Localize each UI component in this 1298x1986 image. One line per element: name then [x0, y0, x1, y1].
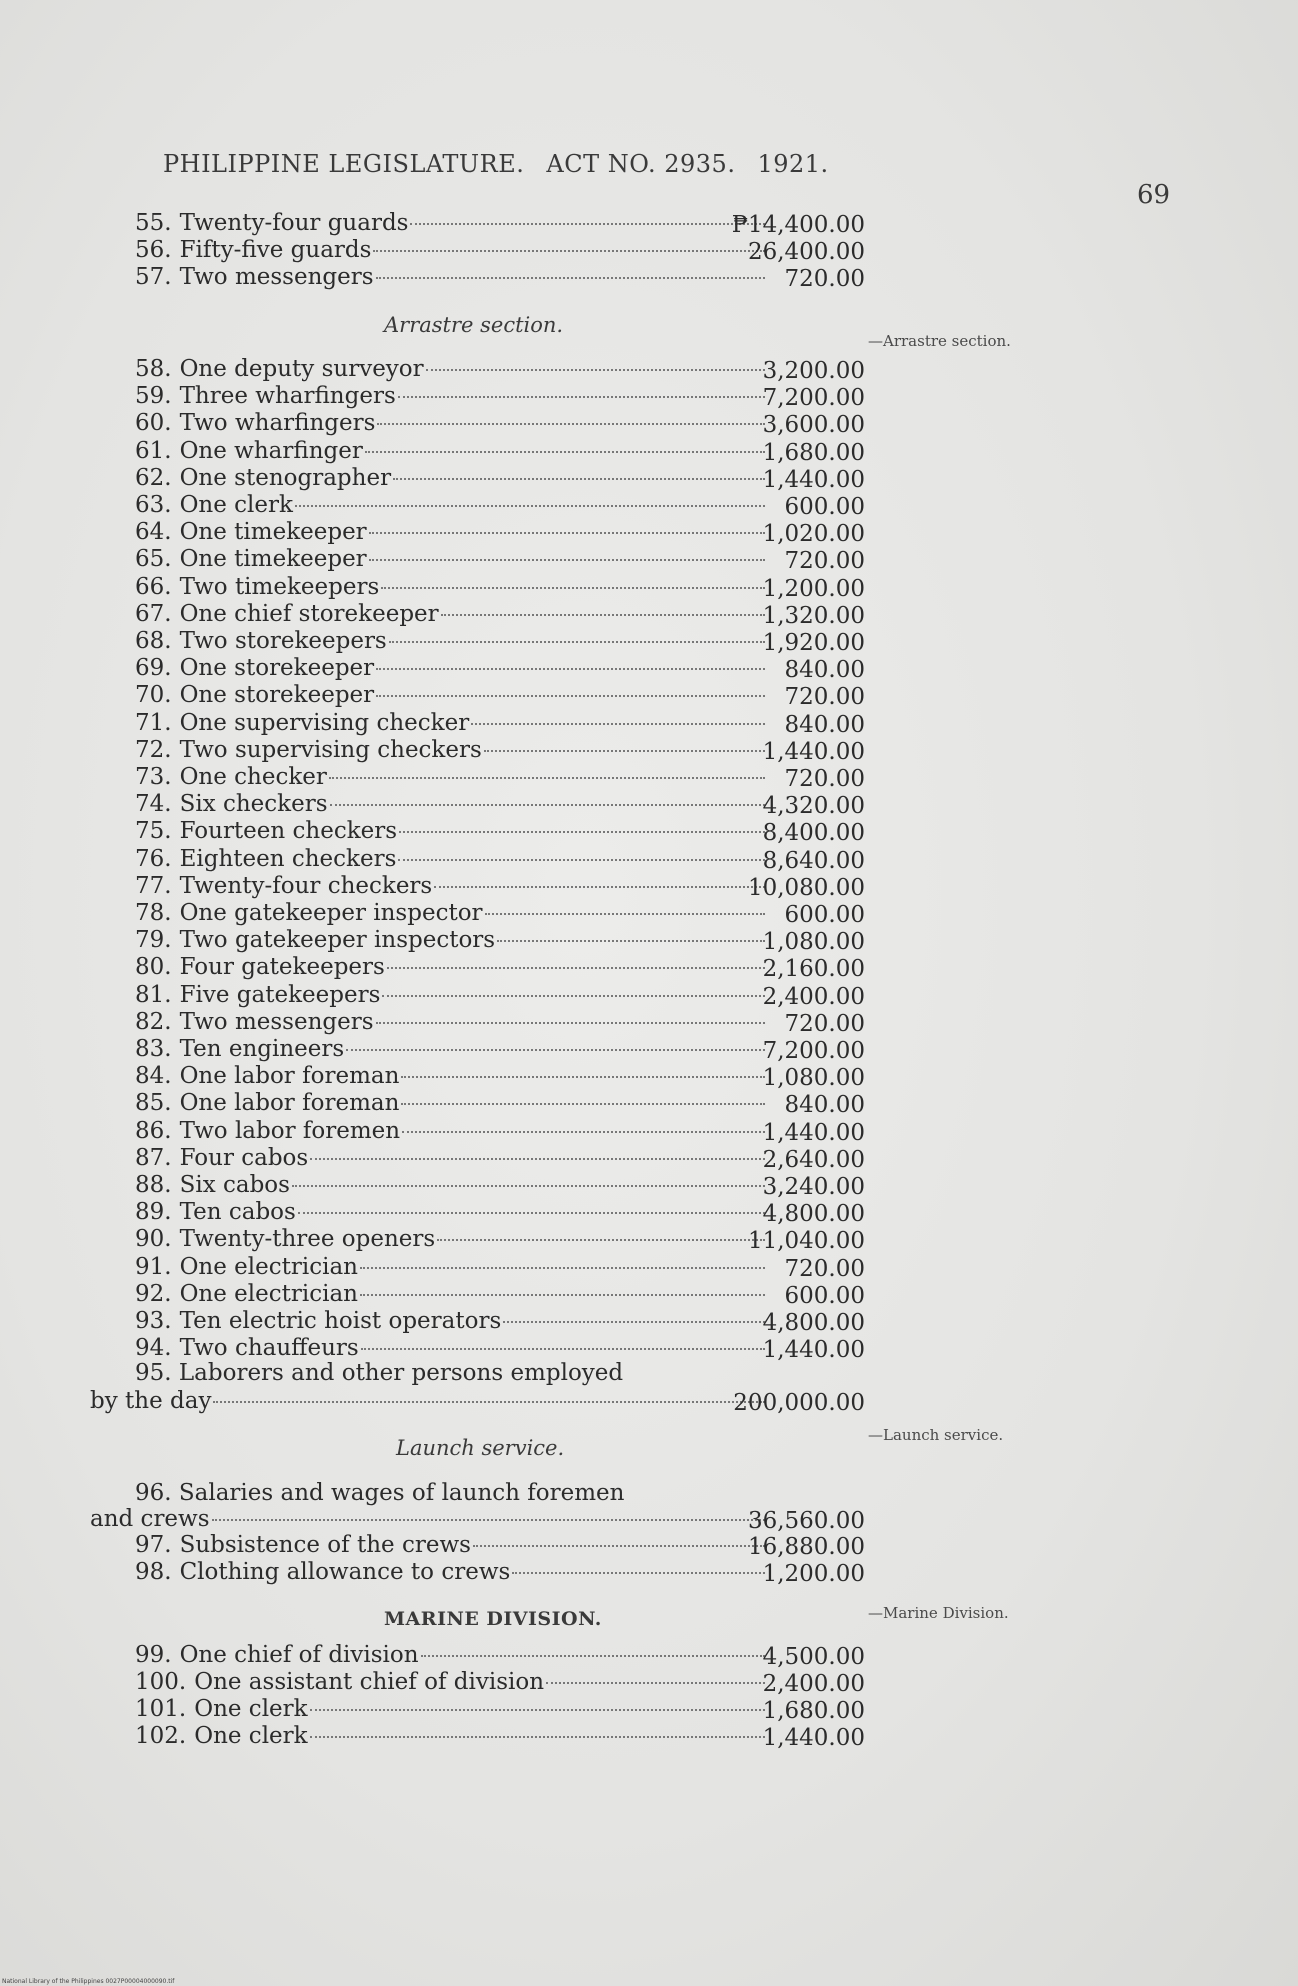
header-act: ACT NO. 2935.: [546, 150, 736, 178]
item-amount: 720.00: [784, 1010, 865, 1037]
list-item: [90, 1172, 865, 1198]
item-96-amount: 36,560.00: [747, 1508, 865, 1534]
item-number: 86.: [135, 1117, 172, 1144]
leader-dots: [382, 994, 765, 997]
leader-dots: [410, 222, 765, 225]
item-label: [135, 1335, 765, 1361]
leader-dots: [376, 694, 765, 697]
list-item: [90, 383, 865, 412]
item-amount: 1,440.00: [762, 466, 865, 493]
item-amount: 1,320.00: [762, 602, 865, 629]
item-96-text-2: and crews: [90, 1506, 210, 1532]
item-number: 84.: [135, 1063, 172, 1090]
item-amount: 840.00: [784, 657, 865, 684]
item-description: Five gatekeepers: [179, 981, 381, 1008]
item-number: 66.: [135, 573, 172, 600]
item-number: 67.: [135, 600, 172, 627]
item-amount: 2,160.00: [762, 956, 865, 983]
leader-dots: [360, 1266, 765, 1269]
leader-dots: [330, 803, 765, 806]
leader-dots: [212, 1518, 765, 1521]
list-item: [90, 410, 865, 439]
item-amount: 720.00: [784, 1255, 865, 1282]
list-item: [90, 954, 865, 983]
leader-dots: [298, 1211, 765, 1214]
item-label: [135, 846, 765, 872]
item-description: One clerk: [194, 1696, 308, 1722]
item-95-text-2: by the day: [90, 1388, 212, 1414]
leader-dots: [346, 1048, 765, 1051]
list-item: [90, 492, 865, 518]
list-item: [90, 1696, 865, 1722]
item-amount: 1,440.00: [762, 1725, 865, 1751]
leader-dots: [292, 1184, 765, 1187]
item-number: 57.: [135, 264, 172, 290]
item-number: 70.: [135, 682, 172, 709]
item-number: 73.: [135, 764, 172, 790]
item-amount: 1,200.00: [762, 1561, 865, 1587]
leader-dots: [360, 1293, 765, 1296]
item-label: [135, 410, 765, 436]
item-description: Four gatekeepers: [179, 954, 385, 981]
item-number: 78.: [135, 900, 172, 926]
list-item: [90, 1559, 865, 1585]
item-amount: 10,080.00: [747, 874, 865, 901]
item-amount: 11,040.00: [747, 1228, 865, 1255]
item-label: [135, 383, 765, 409]
item-description: One chief storekeeper: [179, 600, 439, 627]
item-number: 99.: [135, 1642, 172, 1668]
item-label: [135, 737, 765, 763]
item-number: 94.: [135, 1335, 172, 1362]
item-amount: 600.00: [784, 494, 865, 520]
item-description: Fourteen checkers: [179, 818, 398, 845]
item-number: 59.: [135, 383, 172, 410]
item-label: [135, 682, 765, 708]
item-label: [135, 1254, 765, 1280]
item-description: One labor foreman: [179, 1090, 400, 1117]
item-label: [135, 818, 765, 844]
item-number: 98.: [135, 1559, 172, 1585]
leader-dots: [310, 1157, 765, 1160]
item-description: One electrician: [179, 1253, 358, 1280]
item-number: 74.: [135, 791, 172, 818]
item-number: 102.: [135, 1723, 187, 1749]
list-item: [90, 356, 865, 382]
list-item: [90, 628, 865, 654]
item-description: One deputy surveyor: [179, 356, 424, 382]
item-amount: 1,440.00: [762, 738, 865, 765]
item-number: 55.: [135, 210, 172, 236]
list-item: [90, 264, 865, 290]
item-amount: 26,400.00: [747, 239, 865, 265]
list-item: [90, 1145, 865, 1171]
item-description: Two wharfingers: [179, 410, 376, 437]
item-label: [135, 764, 765, 790]
leader-dots: [376, 667, 765, 670]
list-item: [90, 546, 865, 575]
list-item: [90, 1532, 865, 1558]
leader-dots: [376, 276, 765, 279]
item-number: 83.: [135, 1036, 172, 1062]
item-number: 63.: [135, 492, 172, 518]
item-description: Ten cabos: [179, 1199, 296, 1226]
item-amount: 2,400.00: [762, 1671, 865, 1697]
list-item: [90, 210, 865, 236]
item-number: 64.: [135, 519, 172, 546]
leader-dots: [373, 249, 765, 252]
item-description: Twenty-three openers: [179, 1226, 436, 1253]
list-item: [90, 465, 865, 491]
leader-dots: [369, 531, 765, 534]
header-legislature: PHILIPPINE LEGISLATURE.: [163, 150, 525, 178]
item-description: Two storekeepers: [179, 628, 387, 654]
list-item: [90, 237, 865, 263]
item-amount: 1,440.00: [762, 1119, 865, 1146]
item-label: [135, 1281, 765, 1307]
item-label: [135, 1199, 765, 1225]
item-description: Clothing allowance to crews: [179, 1559, 511, 1585]
item-label: [135, 1226, 765, 1252]
item-amount: 7,200.00: [762, 1038, 865, 1064]
item-number: 85.: [135, 1090, 172, 1117]
list-item: [90, 438, 865, 464]
list-item: [90, 1118, 865, 1144]
list-item: [90, 737, 865, 763]
margin-note-marine: —Marine Division.: [868, 1604, 1009, 1622]
item-96-text-1: 96. Salaries and wages of launch foremen: [135, 1480, 625, 1506]
list-item: [90, 601, 865, 627]
list-item-96-line2: [90, 1506, 865, 1532]
item-description: Fifty-five guards: [179, 237, 372, 263]
list-item: [90, 1642, 865, 1668]
item-label: [135, 465, 765, 491]
leader-dots: [401, 1102, 765, 1105]
item-number: 80.: [135, 954, 172, 981]
item-description: One gatekeeper inspector: [179, 900, 483, 926]
item-description: Two messengers: [179, 1008, 374, 1035]
item-amount: 840.00: [784, 1092, 865, 1119]
item-description: Ten engineers: [179, 1036, 345, 1062]
item-label: [135, 356, 765, 382]
item-description: Twenty-four checkers: [179, 872, 433, 899]
leader-dots: [329, 776, 765, 779]
list-item: [90, 1723, 865, 1749]
leader-dots: [369, 558, 765, 561]
item-amount: 4,800.00: [762, 1310, 865, 1336]
item-label: [135, 1696, 765, 1722]
item-number: 79.: [135, 927, 172, 954]
item-amount: 3,600.00: [762, 412, 865, 439]
item-95-amount: 200,000.00: [733, 1390, 865, 1416]
list-item: [90, 682, 865, 711]
list-item: [90, 655, 865, 684]
list-item: [90, 1254, 865, 1280]
item-amount: 7,200.00: [762, 385, 865, 412]
leader-dots: [421, 1654, 765, 1657]
list-item: [90, 791, 865, 820]
item-amount: 4,800.00: [762, 1201, 865, 1228]
item-description: One timekeeper: [179, 546, 367, 573]
leader-dots: [398, 395, 765, 398]
item-number: 89.: [135, 1199, 172, 1226]
item-number: 76.: [135, 845, 172, 872]
item-number: 87.: [135, 1144, 172, 1171]
list-item: [90, 1226, 865, 1255]
leader-dots: [402, 1130, 765, 1133]
list-item: [90, 873, 865, 899]
item-label: [135, 1532, 765, 1558]
leader-dots: [310, 1735, 765, 1738]
item-description: One supervising checker: [179, 709, 470, 736]
item-description: Two timekeepers: [179, 573, 380, 600]
leader-dots: [401, 1075, 765, 1078]
item-number: 101.: [135, 1696, 187, 1722]
item-number: 77.: [135, 872, 172, 899]
item-number: 91.: [135, 1253, 172, 1280]
item-amount: 1,440.00: [762, 1337, 865, 1364]
item-label: [135, 791, 765, 817]
item-label: [135, 519, 765, 545]
item-amount: ₱14,400.00: [731, 212, 865, 238]
item-amount: 4,500.00: [762, 1644, 865, 1670]
item-description: One chief of division: [179, 1642, 419, 1668]
item-amount: 1,920.00: [762, 630, 865, 656]
item-label: [135, 492, 765, 518]
page-number: 69: [1137, 180, 1171, 210]
item-amount: 720.00: [784, 266, 865, 292]
list-item: [90, 1090, 865, 1119]
list-item: [90, 519, 865, 548]
leader-dots: [376, 1021, 765, 1024]
item-description: One assistant chief of division: [194, 1669, 545, 1695]
item-description: Six cabos: [179, 1172, 290, 1198]
list-item: [90, 764, 865, 790]
item-description: One clerk: [194, 1723, 308, 1749]
item-label: [135, 1642, 765, 1668]
item-description: Two chauffeurs: [179, 1335, 359, 1362]
item-number: 62.: [135, 464, 172, 491]
list-item: [90, 1063, 865, 1092]
section-title-arrastre: Arrastre section.: [384, 313, 564, 337]
item-amount: 600.00: [784, 902, 865, 928]
item-amount: 16,880.00: [747, 1534, 865, 1560]
item-amount: 1,080.00: [762, 929, 865, 956]
item-number: 69.: [135, 655, 172, 682]
item-number: 97.: [135, 1532, 172, 1558]
item-label: [135, 900, 765, 926]
item-description: Subsistence of the crews: [179, 1532, 471, 1558]
item-amount: 600.00: [784, 1282, 865, 1309]
item-description: One storekeeper: [179, 682, 375, 709]
item-label: [135, 601, 765, 627]
item-description: One storekeeper: [179, 655, 375, 682]
item-amount: 1,080.00: [762, 1065, 865, 1092]
list-item: [90, 1308, 865, 1334]
item-label: [135, 873, 765, 899]
item-amount: 1,680.00: [762, 1698, 865, 1724]
leader-dots: [295, 504, 765, 507]
leader-dots: [398, 858, 765, 861]
item-description: Four cabos: [179, 1144, 309, 1171]
item-label: [135, 1308, 765, 1334]
item-label: [135, 1723, 765, 1749]
item-label: [135, 954, 765, 980]
item-number: 56.: [135, 237, 172, 263]
list-item: [90, 1199, 865, 1228]
item-number: 61.: [135, 437, 172, 464]
item-description: One wharfinger: [179, 437, 363, 464]
leader-dots: [393, 477, 765, 480]
list-item: [90, 1009, 865, 1035]
list-item: [90, 1335, 865, 1364]
leader-dots: [213, 1400, 765, 1403]
item-label: [135, 237, 765, 263]
item-label: [135, 1172, 765, 1198]
item-number: 93.: [135, 1308, 172, 1334]
item-number: 81.: [135, 981, 172, 1008]
item-description: Two messengers: [179, 264, 374, 290]
item-label: [135, 1063, 765, 1089]
section-title-launch: Launch service.: [396, 1436, 565, 1460]
leader-dots: [381, 586, 765, 589]
leader-dots: [310, 1708, 765, 1711]
item-amount: 720.00: [784, 548, 865, 575]
item-amount: 3,240.00: [762, 1174, 865, 1200]
item-description: Two supervising checkers: [179, 736, 482, 763]
item-amount: 8,400.00: [762, 820, 865, 847]
item-amount: 840.00: [784, 711, 865, 738]
list-item: [90, 846, 865, 872]
item-95-text-1: 95. Laborers and other persons employed: [135, 1360, 624, 1386]
item-number: 82.: [135, 1008, 172, 1035]
item-amount: 2,640.00: [762, 1146, 865, 1173]
scan-credit: National Library of the Philippines 0027P00004000090.tif: [2, 1978, 175, 1985]
item-label: [135, 1036, 765, 1062]
item-label: [135, 628, 765, 654]
item-number: 100.: [135, 1669, 187, 1695]
item-description: Three wharfingers: [179, 383, 396, 410]
item-number: 88.: [135, 1172, 172, 1198]
item-amount: 2,400.00: [762, 983, 865, 1010]
list-item: [90, 982, 865, 1008]
item-label: [135, 1118, 765, 1144]
item-description: One labor foreman: [179, 1063, 400, 1090]
item-description: Ten electric hoist operators: [179, 1308, 502, 1334]
margin-note-arrastre: —Arrastre section.: [868, 332, 1011, 350]
leader-dots: [365, 450, 765, 453]
item-number: 65.: [135, 546, 172, 573]
item-amount: 720.00: [784, 684, 865, 711]
item-description: One clerk: [179, 492, 293, 518]
leader-dots: [389, 640, 765, 643]
item-label: [135, 1669, 765, 1695]
list-item-95-line2: [90, 1388, 865, 1414]
running-header: [163, 150, 829, 178]
item-number: 60.: [135, 410, 172, 437]
item-label: [135, 546, 765, 572]
item-number: 71.: [135, 709, 172, 736]
item-description: Twenty-four guards: [179, 210, 409, 236]
item-label: [135, 1009, 765, 1035]
list-item: [90, 710, 865, 736]
item-label: [135, 1090, 765, 1116]
list-item: [90, 1281, 865, 1307]
section-title-marine: MARINE DIVISION.: [384, 1608, 602, 1630]
item-amount: 8,640.00: [762, 847, 865, 874]
item-description: Eighteen checkers: [179, 845, 397, 872]
item-label: [135, 710, 765, 736]
item-amount: 1,680.00: [762, 439, 865, 466]
leader-dots: [377, 422, 765, 425]
item-label: [135, 264, 765, 290]
item-label: [135, 1559, 765, 1585]
item-label: [135, 655, 765, 681]
item-number: 58.: [135, 356, 172, 382]
list-item-95-line1: [90, 1360, 865, 1386]
item-description: Two gatekeeper inspectors: [179, 927, 496, 954]
header-year: 1921.: [757, 150, 829, 178]
item-number: 68.: [135, 628, 172, 654]
item-description: Six checkers: [179, 791, 328, 818]
list-item-96-line1: [90, 1480, 865, 1506]
list-item: [90, 818, 865, 847]
list-item: [90, 1036, 865, 1062]
list-item: [90, 927, 865, 956]
list-item: [90, 574, 865, 600]
item-description: One checker: [179, 764, 327, 790]
item-amount: 1,200.00: [762, 575, 865, 602]
item-description: Two labor foremen: [179, 1117, 401, 1144]
margin-note-launch: —Launch service.: [868, 1426, 1004, 1444]
item-label: [135, 574, 765, 600]
item-label: [135, 438, 765, 464]
item-label: [135, 1145, 765, 1171]
item-number: 72.: [135, 736, 172, 763]
item-description: One stenographer: [179, 464, 392, 491]
item-number: 90.: [135, 1226, 172, 1253]
item-amount: 1,020.00: [762, 521, 865, 548]
leader-dots: [361, 1347, 765, 1350]
leader-dots: [387, 966, 765, 969]
leader-dots: [399, 830, 765, 833]
item-label: [135, 982, 765, 1008]
item-number: 92.: [135, 1280, 172, 1307]
item-number: 75.: [135, 818, 172, 845]
item-label: [135, 927, 765, 953]
item-amount: 3,200.00: [762, 358, 865, 384]
item-amount: 720.00: [784, 766, 865, 792]
list-item: [90, 900, 865, 926]
item-amount: 4,320.00: [762, 793, 865, 820]
item-description: One timekeeper: [179, 519, 367, 546]
item-label: [135, 210, 765, 236]
item-description: One electrician: [179, 1280, 358, 1307]
list-item: [90, 1669, 865, 1695]
